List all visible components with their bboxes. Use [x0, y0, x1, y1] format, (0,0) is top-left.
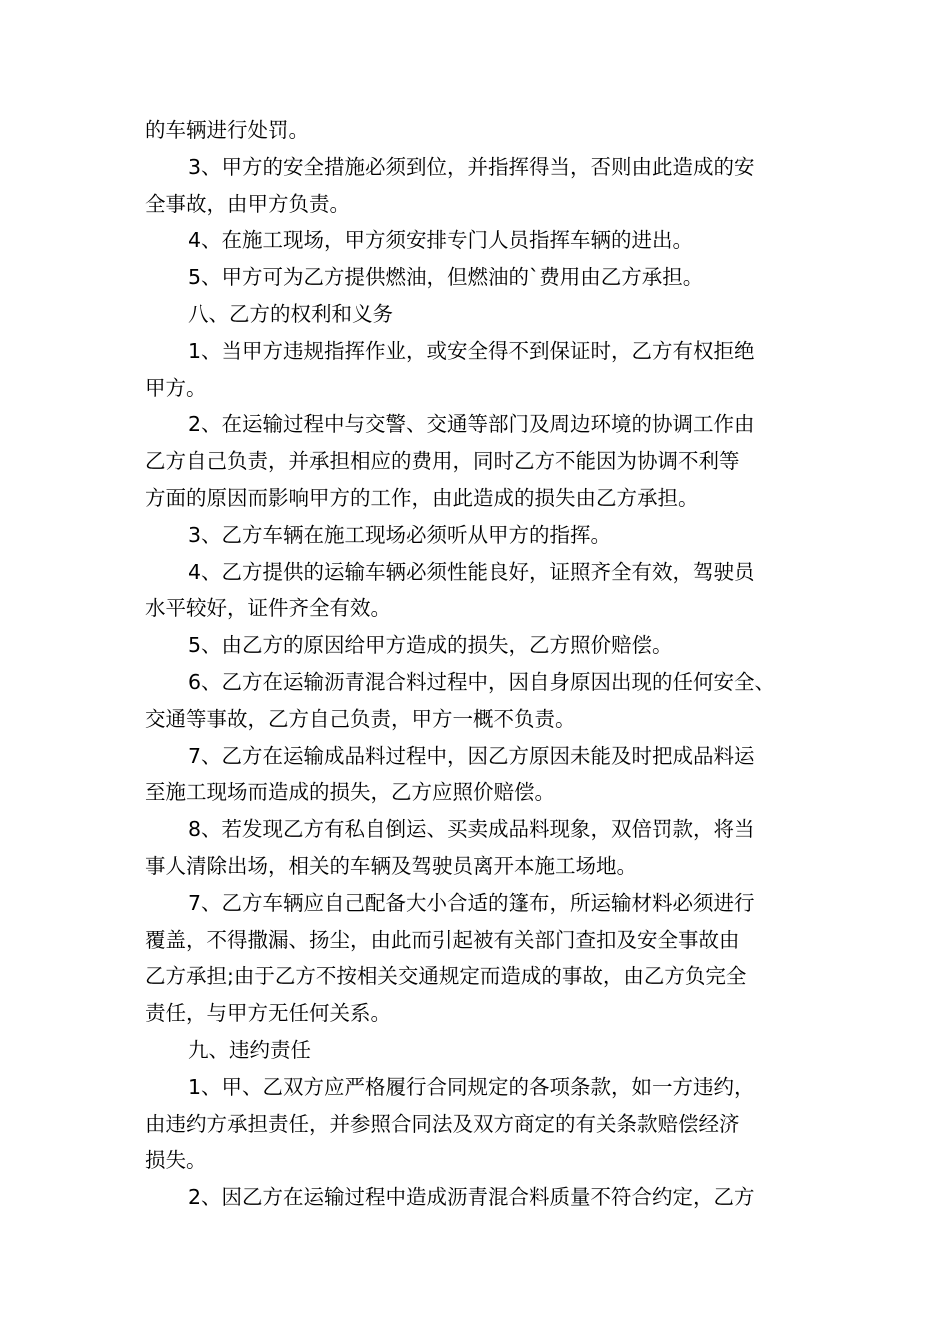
text-line-11: 方面的原因而影响甲方的工作，由此造成的损失由乙方承担。 — [145, 485, 699, 510]
document-body — [145, 112, 815, 1216]
text-line-22: 7、乙方车辆应自己配备大小合适的篷布，所运输材料必须进行 — [188, 890, 755, 915]
text-line-12: 3、乙方车辆在施工现场必须听从甲方的指挥。 — [188, 522, 612, 547]
text-line-20: 8、若发现乙方有私自倒运、买卖成品料现象，双倍罚款，将当 — [188, 817, 755, 842]
text-line-29: 损失。 — [145, 1148, 207, 1173]
text-line-19: 至施工现场而造成的损失，乙方应照价赔偿。 — [145, 780, 555, 805]
section-heading-9: 九、违约责任 — [188, 1037, 311, 1062]
text-line-27: 1、甲、乙双方应严格履行合同规定的各项条款，如一方违约， — [188, 1074, 755, 1099]
text-line-14: 水平较好，证件齐全有效。 — [145, 596, 391, 621]
text-line-16: 6、乙方在运输沥青混合料过程中，因自身原因出现的任何安全、 — [188, 669, 776, 694]
text-line-24: 乙方承担;由于乙方不按相关交通规定而造成的事故，由乙方负完全 — [145, 964, 747, 989]
text-line-23: 覆盖，不得撒漏、扬尘，由此而引起被有关部门查扣及安全事故由 — [145, 927, 740, 952]
text-line-25: 责任，与甲方无任何关系。 — [145, 1001, 391, 1026]
text-line-3: 全事故，由甲方负责。 — [145, 191, 350, 216]
text-line-13: 4、乙方提供的运输车辆必须性能良好，证照齐全有效，驾驶员 — [188, 559, 755, 584]
text-line-2: 3、甲方的安全措施必须到位，并指挥得当，否则由此造成的安 — [188, 154, 755, 179]
text-line-7: 1、当甲方违规指挥作业，或安全得不到保证时，乙方有权拒绝 — [188, 338, 755, 363]
text-line-21: 事人清除出场，相关的车辆及驾驶员离开本施工场地。 — [145, 853, 637, 878]
text-line-17: 交通等事故，乙方自己负责，甲方一概不负责。 — [145, 706, 576, 731]
text-line-18: 7、乙方在运输成品料过程中，因乙方原因未能及时把成品料运 — [188, 743, 755, 768]
text-line-4: 4、在施工现场，甲方须安排专门人员指挥车辆的进出。 — [188, 228, 694, 253]
text-line-15: 5、由乙方的原因给甲方造成的损失，乙方照价赔偿。 — [188, 633, 673, 658]
text-line-9: 2、在运输过程中与交警、交通等部门及周边环境的协调工作由 — [188, 412, 755, 437]
text-line-8: 甲方。 — [145, 375, 207, 400]
text-line-10: 乙方自己负责，并承担相应的费用，同时乙方不能因为协调不利等 — [145, 449, 740, 474]
text-line-30: 2、因乙方在运输过程中造成沥青混合料质量不符合约定，乙方 — [188, 1185, 755, 1210]
text-line-5: 5、甲方可为乙方提供燃油，但燃油的`费用由乙方承担。 — [188, 265, 704, 290]
text-line-28: 由违约方承担责任，并参照合同法及双方商定的有关条款赔偿经济 — [145, 1111, 740, 1136]
text-line-1: 的车辆进行处罚。 — [145, 118, 309, 142]
section-heading-8: 八、乙方的权利和义务 — [188, 301, 393, 326]
